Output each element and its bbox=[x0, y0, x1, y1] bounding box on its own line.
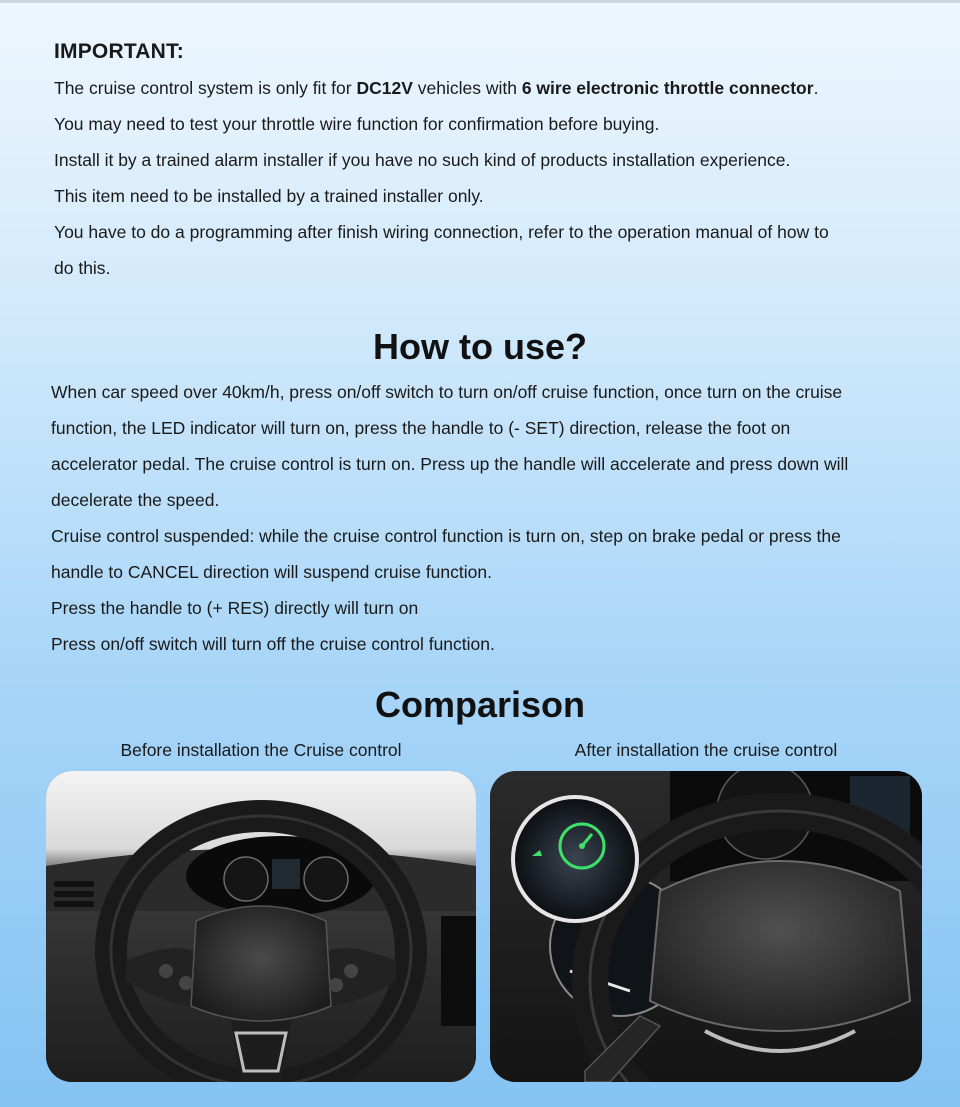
howto-line: Cruise control suspended: while the cruise control function is turn on, step on brake pedal or press the bbox=[51, 526, 841, 546]
howto-line: Press the handle to (+ RES) directly will turn on bbox=[51, 598, 419, 618]
howto-line: accelerator pedal. The cruise control is turn on. Press up the handle will accelerate and press down will bbox=[51, 454, 849, 474]
important-notice bbox=[54, 40, 934, 286]
before-caption: Before installation the Cruise control bbox=[120, 740, 402, 760]
important-line-3: Install it by a trained alarm installer if you have no such kind of products installation experience. bbox=[54, 150, 791, 170]
before-photo bbox=[46, 771, 476, 1082]
voltage-spec: DC12V bbox=[356, 78, 413, 98]
after-photo bbox=[490, 771, 922, 1082]
important-line-1 bbox=[54, 70, 934, 106]
howto-line: handle to CANCEL direction will suspend cruise function. bbox=[51, 562, 492, 582]
howto-line: Press on/off switch will turn off the cruise control function. bbox=[51, 634, 495, 654]
important-line-1-text-e: . bbox=[813, 78, 819, 98]
howto-line: When car speed over 40km/h, press on/off switch to turn on/off cruise function, once turn on the cruise bbox=[51, 382, 843, 402]
important-line-5: You have to do a programming after finish wiring connection, refer to the operation manual of how to bbox=[54, 222, 829, 242]
important-title: IMPORTANT: bbox=[54, 40, 184, 63]
top-divider bbox=[0, 0, 960, 3]
howto-line: function, the LED indicator will turn on, press the handle to (- SET) direction, release the foot on bbox=[51, 418, 791, 438]
important-line-1-text-c: vehicles with bbox=[412, 78, 522, 98]
comparison-heading: Comparison bbox=[374, 684, 586, 725]
important-line-6: do this. bbox=[54, 258, 111, 278]
how-to-use-body bbox=[51, 374, 931, 662]
steering-wheel-after-illustration bbox=[490, 771, 922, 1082]
important-line-4: This item need to be installed by a trained installer only. bbox=[54, 186, 484, 206]
important-line-1-text-a: The cruise control system is only fit for bbox=[54, 78, 357, 98]
how-to-use-heading: How to use? bbox=[373, 326, 587, 367]
steering-wheel-before-illustration bbox=[46, 771, 476, 1082]
after-caption: After installation the cruise control bbox=[574, 740, 838, 760]
connector-spec: 6 wire electronic throttle connector bbox=[521, 78, 814, 98]
howto-line: decelerate the speed. bbox=[51, 490, 220, 510]
important-line-2: You may need to test your throttle wire function for confirmation before buying. bbox=[54, 114, 660, 134]
